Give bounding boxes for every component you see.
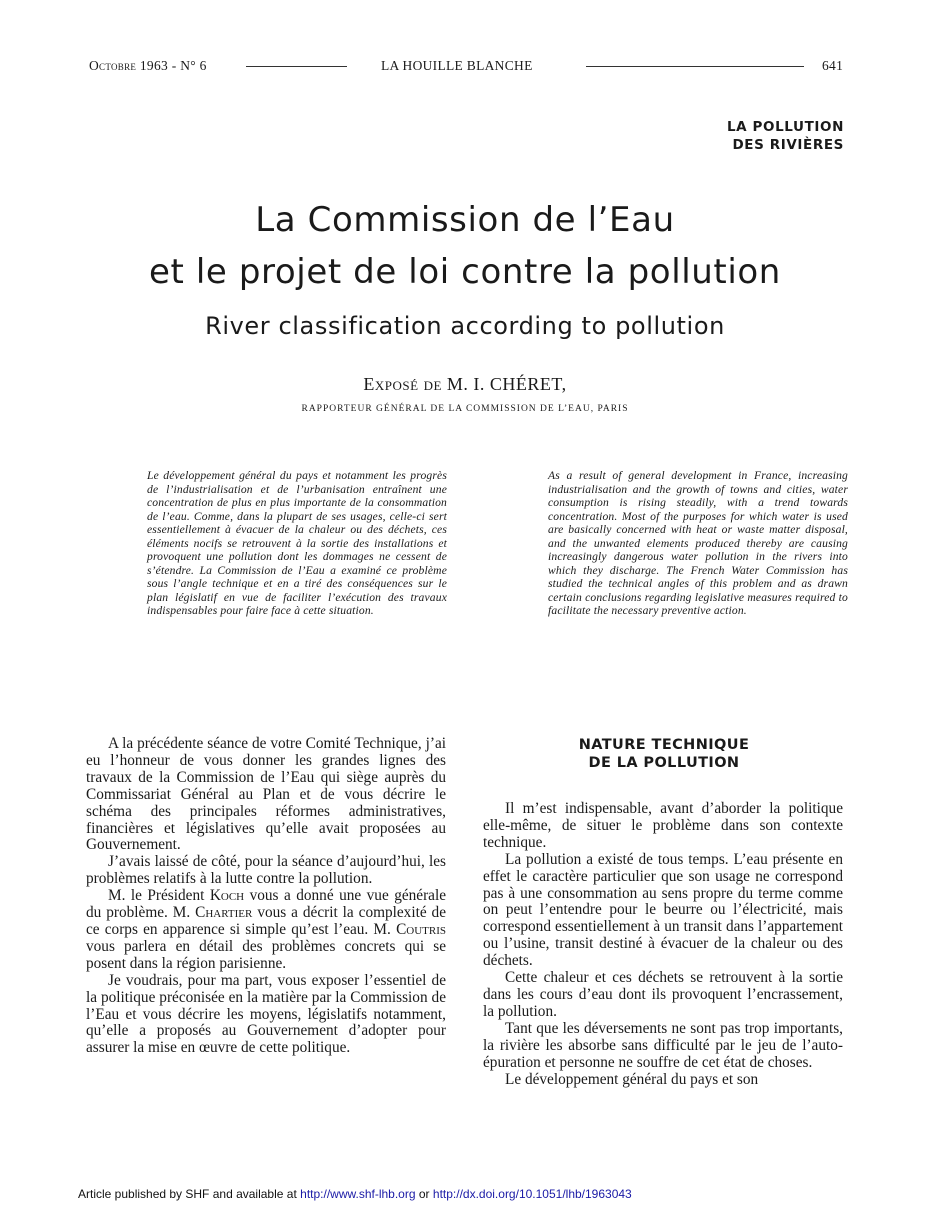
byline-prefix: Exposé de	[363, 374, 442, 394]
article-title	[0, 194, 930, 298]
byline-author: M. I. CHÉRET,	[446, 374, 567, 394]
person-name: Coutris	[396, 920, 446, 938]
author-affiliation: RAPPORTEUR GÉNÉRAL DE LA COMMISSION DE L’EAU, PARIS	[301, 404, 629, 414]
section-heading-line1: NATURE TECHNIQUE	[578, 737, 750, 753]
footer-text: or	[418, 1187, 430, 1201]
paragraph: Cette chaleur et ces déchets se retrouvent à la sortie dans les cours d’eau dont ils provoquent l’encrassement, la pollution.	[483, 969, 843, 1020]
footer-text: Article published by SHF and available at	[78, 1187, 297, 1201]
section-heading-line2: DE LA POLLUTION	[588, 755, 740, 771]
paragraph: Tant que les déversements ne sont pas trop importants, la rivière les absorbe sans difficulté par le jeu de l’auto-épuration et personne ne souffre de cet état de choses.	[483, 1019, 843, 1071]
title-line2: et le projet de loi contre la pollution	[149, 252, 781, 292]
paragraph-text: vous parlera en détail des problèmes concrets qui se posent dans la région parisienne.	[86, 937, 446, 972]
section-label	[727, 118, 844, 154]
paragraph	[86, 888, 446, 973]
section-label-line1: LA POLLUTION	[726, 119, 844, 135]
footer-link-shf[interactable]: http://www.shf-lhb.org	[300, 1187, 416, 1201]
paragraph: La pollution a existé de tous temps. L’eau présente en effet le caractère particulier que son usage ne correspond pas à une consommation au sens propre du terme comme on peut l’entendre pour le beurre ou l’électricité, mais correspond essentiellement à un transit dans l’appartement ou l’usine, transit destiné à évacuer de la chaleur ou des déchets.	[483, 850, 843, 970]
body-column-left	[86, 736, 446, 1057]
title-line1: La Commission de l’Eau	[255, 200, 675, 240]
body-column-right	[483, 801, 843, 1088]
section-heading	[483, 736, 845, 772]
paragraph: Il m’est indispensable, avant d’aborder la politique elle-même, de situer le problème dans son contexte technique.	[483, 800, 843, 851]
footer-link-doi[interactable]: http://dx.doi.org/10.1051/lhb/1963043	[432, 1187, 632, 1201]
paragraph: Je voudrais, pour ma part, vous exposer l’essentiel de la politique préconisée en la matière par la Commission de l’Eau et vous décrire les moyens, législatifs notamment, qu’elle a proposés au Gouvernement d’adopter pour assurer la mise en œuvre de cette politique.	[86, 971, 446, 1057]
paragraph-text: vous a donné une vue générale du problème. M.	[86, 887, 447, 922]
page-number: 641	[822, 58, 844, 73]
paragraph-text: M. le Président	[108, 887, 205, 905]
person-name: Koch	[209, 887, 245, 905]
paragraph: A la précédente séance de votre Comité Technique, j’ai eu l’honneur de vous donner les grandes lignes des travaux de la Commission de l’Eau qui siège auprès du Commissariat Général au Plan et de vous décrire le schéma des principales réformes administratives, financières et législatives qu’elle avait proposées au Gouvernement.	[86, 735, 446, 854]
paragraph: Le développement général du pays et son	[505, 1070, 759, 1088]
abstract-french: Le développement général du pays et notamment les progrès de l’industrialisation et de l’urbanisation entraînent une concentration de plus en plus importante de la consommation de l’eau. Comme, dans la plupart de ses usages, celle-ci sert essentiellement à évacuer de la chaleur ou des déchets, ces éléments nocifs se retrouvent à la sortie des installations et provoquent une pollution dont les dommages ne cessent de s’étendre. La Commission de l’Eau a examiné ce problème sous l’angle technique et en a tiré des conséquences sur le plan législatif en vue de faciliter l’exécution des travaux indispensables pour faire face à cette situation.	[147, 469, 447, 617]
running-header-journal: LA HOUILLE BLANCHE	[381, 58, 533, 73]
byline	[0, 374, 930, 395]
publication-footer	[78, 1187, 632, 1201]
header-rule-right	[586, 66, 804, 67]
paragraph: J’avais laissé de côté, pour la séance d’aujourd’hui, les problèmes relatifs à la lutte contre la pollution.	[86, 853, 446, 888]
paragraph-text: vous a décrit la complexité de ce corps en apparence si simple qu’est l’eau. M.	[86, 904, 446, 938]
article-subtitle: River classification according to pollution	[205, 312, 725, 340]
abstract-english: As a result of general development in France, increasing industrialisation and the growth of towns and cities, water consumption is rising steadily, with a trend towards concentration. Most of the purposes for which water is used are basically concerned with heat or waste matter disposal, and the unwanted elements produced thereby are causing increasingly dangerous water pollution in the rivers into which they discharge. The French Water Commission has studied the technical angles of this problem and as drawn certain conclusions regarding legislative measures required to facilitate the necessary preventive action.	[548, 469, 848, 617]
header-rule-left	[246, 66, 347, 67]
running-header-issue: Octobre 1963 - N° 6	[89, 58, 207, 73]
section-label-line2: DES RIVIÈRES	[732, 137, 844, 153]
person-name: Chartier	[195, 904, 253, 922]
